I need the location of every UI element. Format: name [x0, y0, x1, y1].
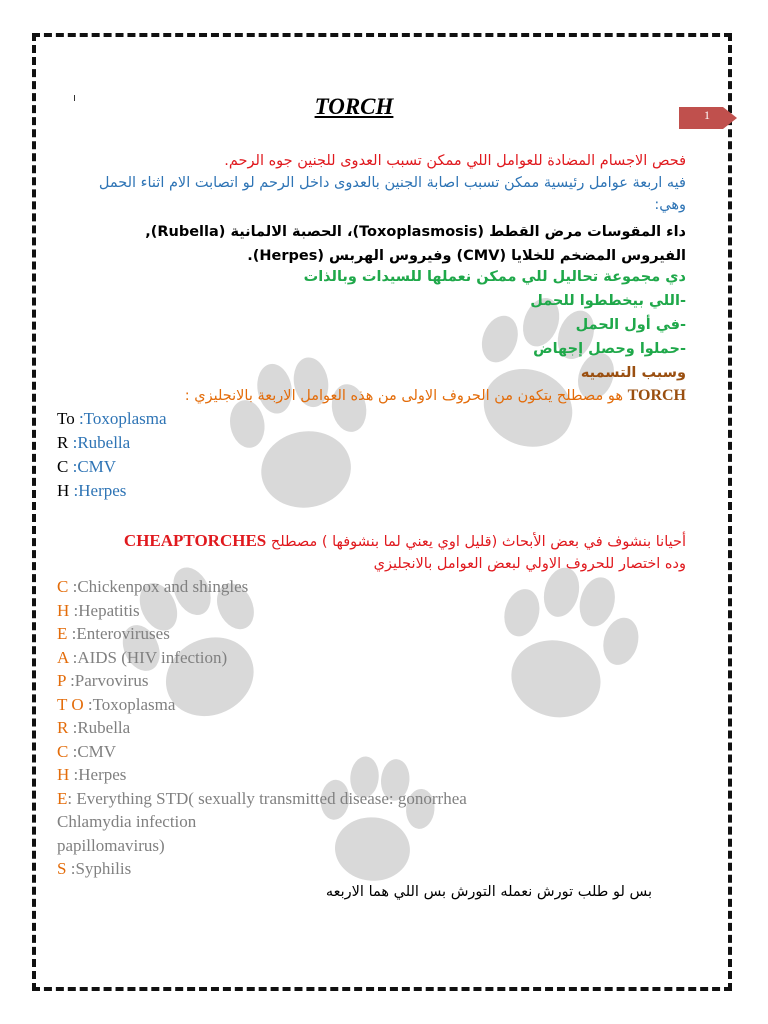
page-title: TORCH: [314, 94, 394, 119]
list-item: H :Herpes: [57, 481, 127, 500]
list-item: T O :Toxoplasma: [57, 694, 176, 714]
list-item: A :AIDS (HIV infection): [57, 647, 228, 667]
list-item: H :Hepatitis: [57, 600, 140, 620]
intro-line-3: داء المقوسات مرض القطط (Toxoplasmosis)، الحصبة الالمانية (Rubella), الفيروس المضخم للخلايا (CMV) وفيروس الهربس (Herpes).: [145, 224, 686, 264]
list-item: E :Enteroviruses: [57, 624, 170, 643]
cheap-line-2: وده اختصار للحروف الاولي لبعض العوامل بالانجليزي: [373, 556, 686, 572]
who-item: -في أول الحمل: [575, 317, 686, 333]
list-item: E: Everything STD( sexually transmitted disease: gonorrhea: [57, 788, 467, 808]
naming-text: هو مصطلح يتكون من الحروف الاولى من هذه العوامل الاربعة بالانجليزي :: [184, 388, 628, 404]
page-number: 1: [704, 108, 710, 122]
cheaptorches-list: [57, 575, 467, 881]
closing-note: بس لو طلب تورش نعمله التورش بس اللي هما الاربعه: [325, 884, 652, 900]
list-item: C :CMV: [57, 457, 117, 476]
cheaptorches-keyword: CHEAPTORCHES: [123, 531, 267, 550]
torch-keyword: TORCH: [627, 387, 686, 404]
naming-line: [76, 385, 686, 407]
cheap-line-1: [76, 530, 686, 553]
paw-print-icon: [480, 555, 650, 735]
list-item: To :Toxoplasma: [57, 409, 167, 428]
list-item: R :Rubella: [57, 433, 131, 452]
list-item: C :Chickenpox and shingles: [57, 577, 249, 596]
list-item: papillomavirus): [57, 835, 165, 855]
who-item: -حملوا وحصل إجهاض: [533, 341, 686, 357]
cheap-text: أحيانا بنشوف في بعض الأبحاث (قليل اوي يعني لما بنشوفها ) مصطلح: [266, 534, 686, 550]
list-item: P :Parvovirus: [57, 671, 149, 690]
who-heading: دي مجموعة تحاليل للي ممكن نعملها للسيدات وبالذات: [303, 269, 686, 285]
torch-list: [57, 407, 167, 503]
intro-line-1: فحص الاجسام المضادة للعوامل اللي ممكن تسبب العدوى للجنين جوه الرحم.: [224, 153, 686, 169]
list-item: R :Rubella: [57, 718, 131, 737]
list-item: S :Syphilis: [57, 859, 132, 878]
intro-line-2: فيه اربعة عوامل رئيسية ممكن تسبب اصابة الجنين بالعدوى داخل الرحم لو اتصابت الام اثناء الحمل وهي:: [98, 175, 686, 213]
naming-heading: وسبب التسميه: [580, 365, 686, 381]
who-item: -اللي بيخططوا للحمل: [530, 293, 686, 309]
list-item: H :Herpes: [57, 765, 127, 784]
list-item: C :CMV: [57, 741, 117, 761]
list-item: Chlamydia infection: [57, 812, 197, 831]
